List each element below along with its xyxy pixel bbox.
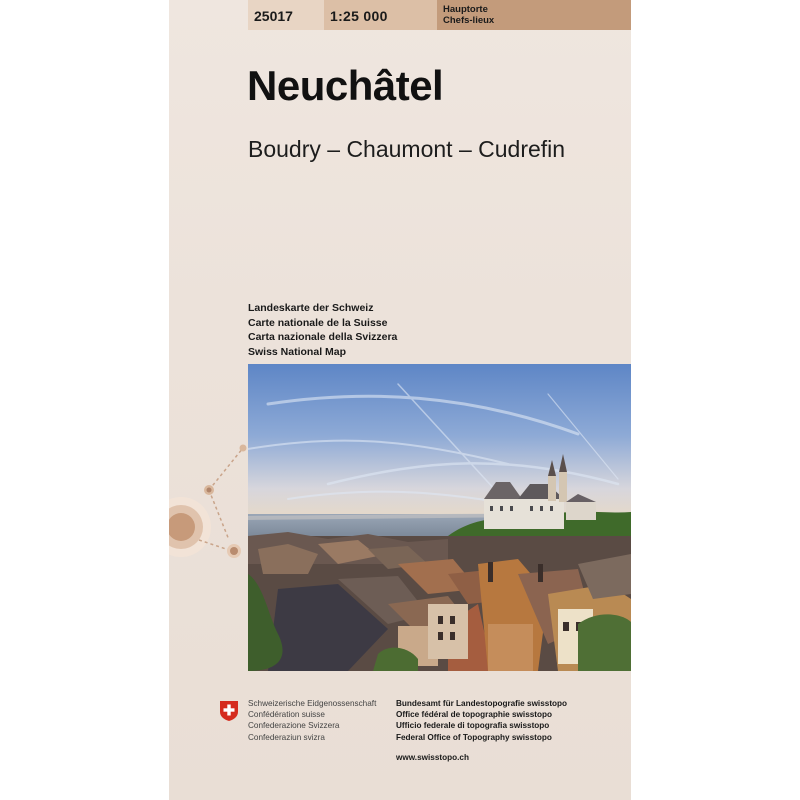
series-name-de: Landeskarte der Schweiz [248,302,374,314]
website-link[interactable]: www.swisstopo.ch [396,753,469,762]
confederation-names [248,698,376,743]
confederation-rm: Confederaziun svizra [248,732,325,742]
map-title: Neuchâtel [247,62,444,109]
sheet-number: 25017 [248,0,324,30]
confederation-de: Schweizerische Eidgenossenschaft [248,699,377,708]
office-fr: Office fédéral de topographie swisstopo [396,710,553,720]
cover-photo [248,364,631,671]
swiss-cross-icon [219,700,239,722]
map-subtitle: Boudry – Chaumont – Cudrefin [248,136,566,162]
series-name-en: Swiss National Map [248,345,347,358]
category-line-de: Hauptorte [443,4,488,15]
series-name-fr: Carte nationale de la Suisse [248,316,388,329]
sheet-info-bar [248,0,631,30]
route-marker-icon [169,430,259,570]
office-it: Ufficio federale di topografia swisstopo [396,721,550,731]
category-line-fr: Chefs-lieux [443,15,495,26]
office-de: Bundesamt für Landestopografie swisstopo [396,699,568,708]
confederation-block [219,698,376,743]
office-block [396,698,567,743]
series-name-it: Carta nazionale della Svizzera [248,331,398,343]
office-en: Federal Office of Topography swisstopo [396,732,552,742]
map-scale: 1:25 000 [324,0,437,30]
map-cover [169,0,631,800]
confederation-fr: Confédération suisse [248,710,325,720]
series-names [248,301,397,359]
sheet-category [437,0,631,30]
confederation-it: Confederazione Svizzera [248,721,340,731]
